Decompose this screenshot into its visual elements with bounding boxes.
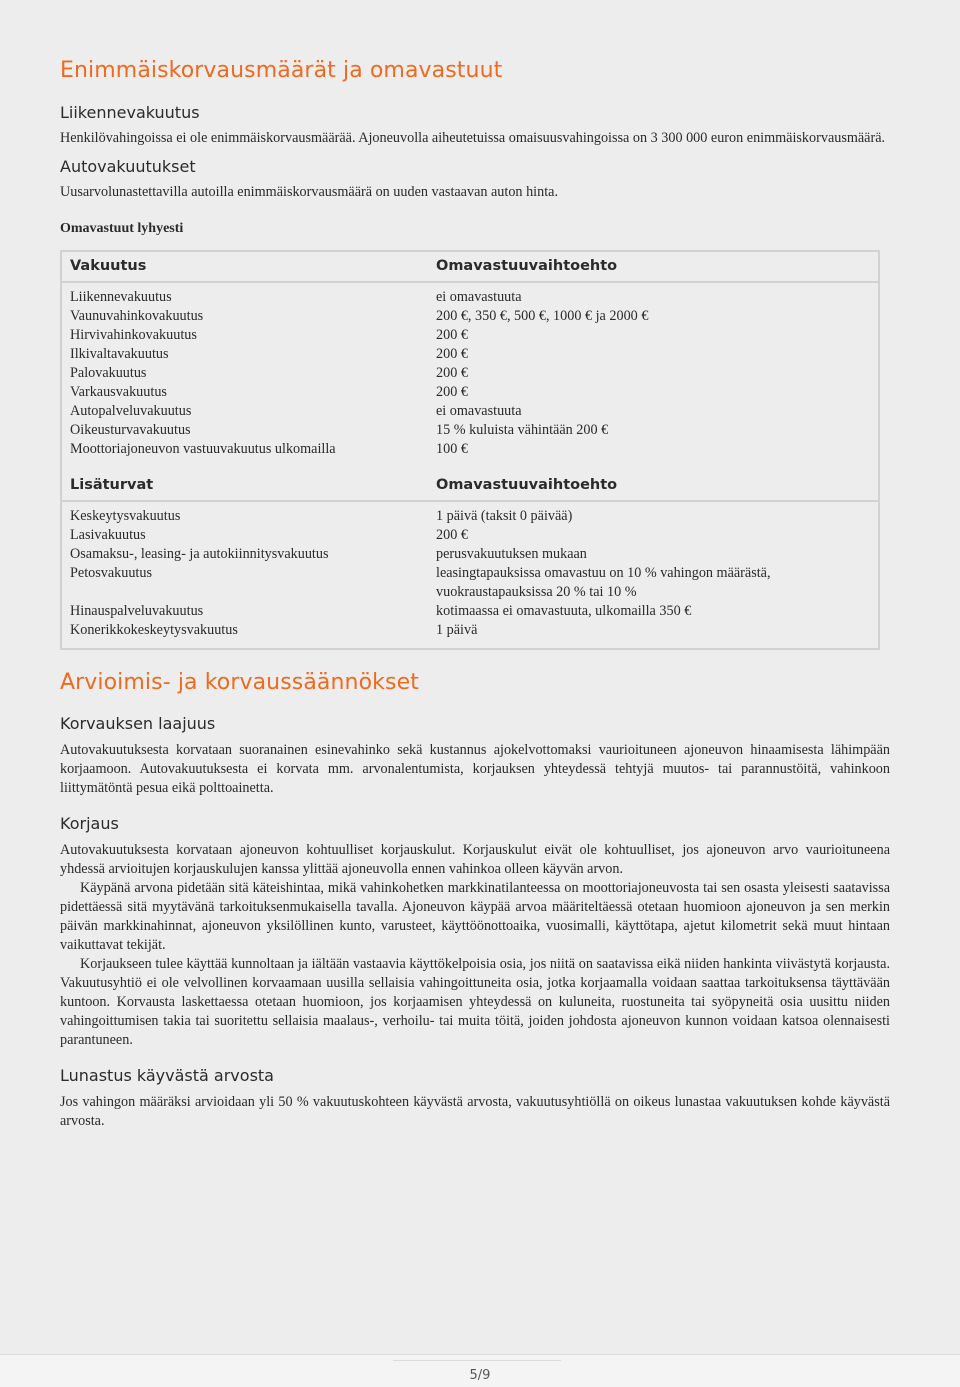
table-header-extras [62,471,880,502]
table-row [62,402,878,421]
row-name: Oikeusturvavakuutus [70,422,191,438]
header-lisaturvat: Lisäturvat [70,477,154,493]
row-value: 100 € [436,441,468,457]
section-title-limits: Enimmäiskorvausmäärät ja omavastuut [60,58,503,83]
row-name: Ilkivaltavakuutus [70,346,169,362]
row-value: 200 € [436,384,468,400]
text-korvauksen-laajuus: Autovakuutuksesta korvataan suoranainen esinevahinko sekä kustannus ajokelvottomaksi vaurioituneen ajoneuvon hinaamisesta lähimpään korjaamoon. Autovakuutuksesta ei korvata mm. arvonalentumista, korjauksen yhteydessä tehtyjä muutos- tai parannustöitä, vahinkoon liittymätöntä pesua eikä polttoainetta. [60,742,890,796]
table-row [62,364,878,383]
text-liikennevakuutus: Henkilövahingoissa ei ole enimmäiskorvausmäärää. Ajoneuvolla aiheutetuissa omaisuusvahingoissa on 3 300 000 euron enimmäiskorvausmäärä. [60,130,886,146]
row-name [70,583,436,602]
heading-autovakuutukset: Autovakuutukset [60,157,196,176]
heading-lunastus: Lunastus käyvästä arvosta [60,1066,274,1085]
page-content [60,58,890,1131]
row-value: kotimaassa ei omavastuuta, ulkomailla 350 € [436,603,692,619]
row-name: Palovakuutus [70,365,147,381]
row-name: Keskeytysvakuutus [70,508,181,524]
row-value: vuokraustapauksissa 20 % tai 10 % [436,584,637,600]
header-omavastuu-extras: Omavastuuvaihtoehto [436,477,618,493]
table-rows-main [62,283,878,459]
row-name: Osamaksu-, leasing- ja autokiinnitysvakuutus [70,546,329,562]
table-row [62,545,878,564]
heading-liikennevakuutus: Liikennevakuutus [60,103,200,122]
table-row [62,307,878,326]
table-row [62,507,878,526]
row-name: Konerikkokeskeytysvakuutus [70,622,238,638]
row-name: Liikennevakuutus [70,289,172,305]
row-name: Autopalveluvakuutus [70,403,192,419]
row-value: 200 € [436,365,468,381]
header-vakuutus: Vakuutus [70,258,147,274]
footer-divider [393,1360,561,1361]
summary-label: Omavastuut lyhyesti [60,221,184,236]
row-name: Hinauspalveluvakuutus [70,603,204,619]
table-row [62,526,878,545]
table-row [62,602,878,621]
heading-korjaus: Korjaus [60,814,119,833]
table-row [62,383,878,402]
deductibles-table [60,250,880,650]
row-value: perusvakuutuksen mukaan [436,546,587,562]
row-name: Vaunuvahinkovakuutus [70,308,204,324]
table-row [62,288,878,307]
table-row [62,440,878,459]
row-name: Lasivakuutus [70,527,146,543]
row-value: 200 €, 350 €, 500 €, 1000 € ja 2000 € [436,308,649,324]
text-korjaus-1: Autovakuutuksesta korvataan ajoneuvon kohtuulliset korjauskulut. Korjauskulut eivät ole kohtuulliset, jos ajoneuvon arvo vaurioituneena yhdessä arvioitujen korjauskulujen kanssa ylittää ajoneuvolla ennen vahinkoa olleen käyvän arvon. [60,842,890,877]
row-value: ei omavastuuta [436,289,522,305]
page-number: 5/9 [469,1368,491,1383]
section-title-rules: Arvioimis- ja korvaussäännökset [60,670,419,695]
row-name: Moottoriajoneuvon vastuuvakuutus ulkomailla [70,441,336,457]
row-name: Petosvakuutus [70,565,152,581]
row-value: 200 € [436,527,468,543]
table-rows-extras [62,502,878,640]
heading-korvauksen-laajuus: Korvauksen laajuus [60,714,216,733]
row-name: Varkausvakuutus [70,384,167,400]
row-value: leasingtapauksissa omavastuu on 10 % vahingon määrästä, [436,565,771,581]
text-korjaus-3: Korjaukseen tulee käyttää kunnoltaan ja iältään vastaavia käyttökelpoisia osia, jos niitä on saatavissa eikä niiden hankinta viivästytä korjausta. Vakuutusyhtiö ei ole velvollinen korvaamaan uusilla sellaisia vahingoittuneita osia, jotka korjaamalla voidaan saattaa tarkoituksensa täyttävään kuntoon. Korvausta laskettaessa otetaan huomioon, jos korjaamisen yhteydessä on kuluneita, ruostuneita tai syöpyneitä osia uusittu niiden vahingoittumisen takia tai suoritettu sellaisia maalaus-, verhoilu- tai muita töitä, joiden johdosta ajoneuvon kunnon voidaan katsoa olennaisesti parantuneen. [60,956,890,1048]
row-value: 1 päivä [436,622,478,638]
row-value: 1 päivä (taksit 0 päivää) [436,508,573,524]
row-value: 200 € [436,346,468,362]
row-value: 200 € [436,327,468,343]
table-row [62,326,878,345]
row-value: ei omavastuuta [436,403,522,419]
row-value: 15 % kuluista vähintään 200 € [436,422,609,438]
table-header-main [62,252,880,283]
text-autovakuutukset: Uusarvolunastettavilla autoilla enimmäiskorvausmäärä on uuden vastaavan auton hinta. [60,184,558,200]
table-row [62,345,878,364]
table-row [62,583,878,602]
header-omavastuu: Omavastuuvaihtoehto [436,258,618,274]
table-row [62,621,878,640]
text-lunastus: Jos vahingon määräksi arvioidaan yli 50 % vakuutuskohteen käyvästä arvosta, vakuutusyhtiöllä on oikeus lunastaa vakuutuksen kohde käyvästä arvosta. [60,1094,890,1129]
table-row [62,421,878,440]
table-row [62,564,878,583]
text-korjaus-2: Käypänä arvona pidetään sitä käteishintaa, mikä vahinkohetken markkinatilanteessa on moottoriajoneuvosta tai sen osasta yleisesti saatavissa pidettäessä sitä myytävänä tarkoituksenmukaisella tavalla. Ajoneuvon käypää arvoa määriteltäessä otetaan huomioon ajoneuvon ja sen merkin päivän markkinahinnat, ajoneuvon yksilöllinen kunto, varusteet, käyttöönottoaika, vuosimalli, käyttötapa, ajetut kilometrit sekä muut hintaan vaikuttavat tekijät. [60,880,890,953]
row-name: Hirvivahinkovakuutus [70,327,197,343]
